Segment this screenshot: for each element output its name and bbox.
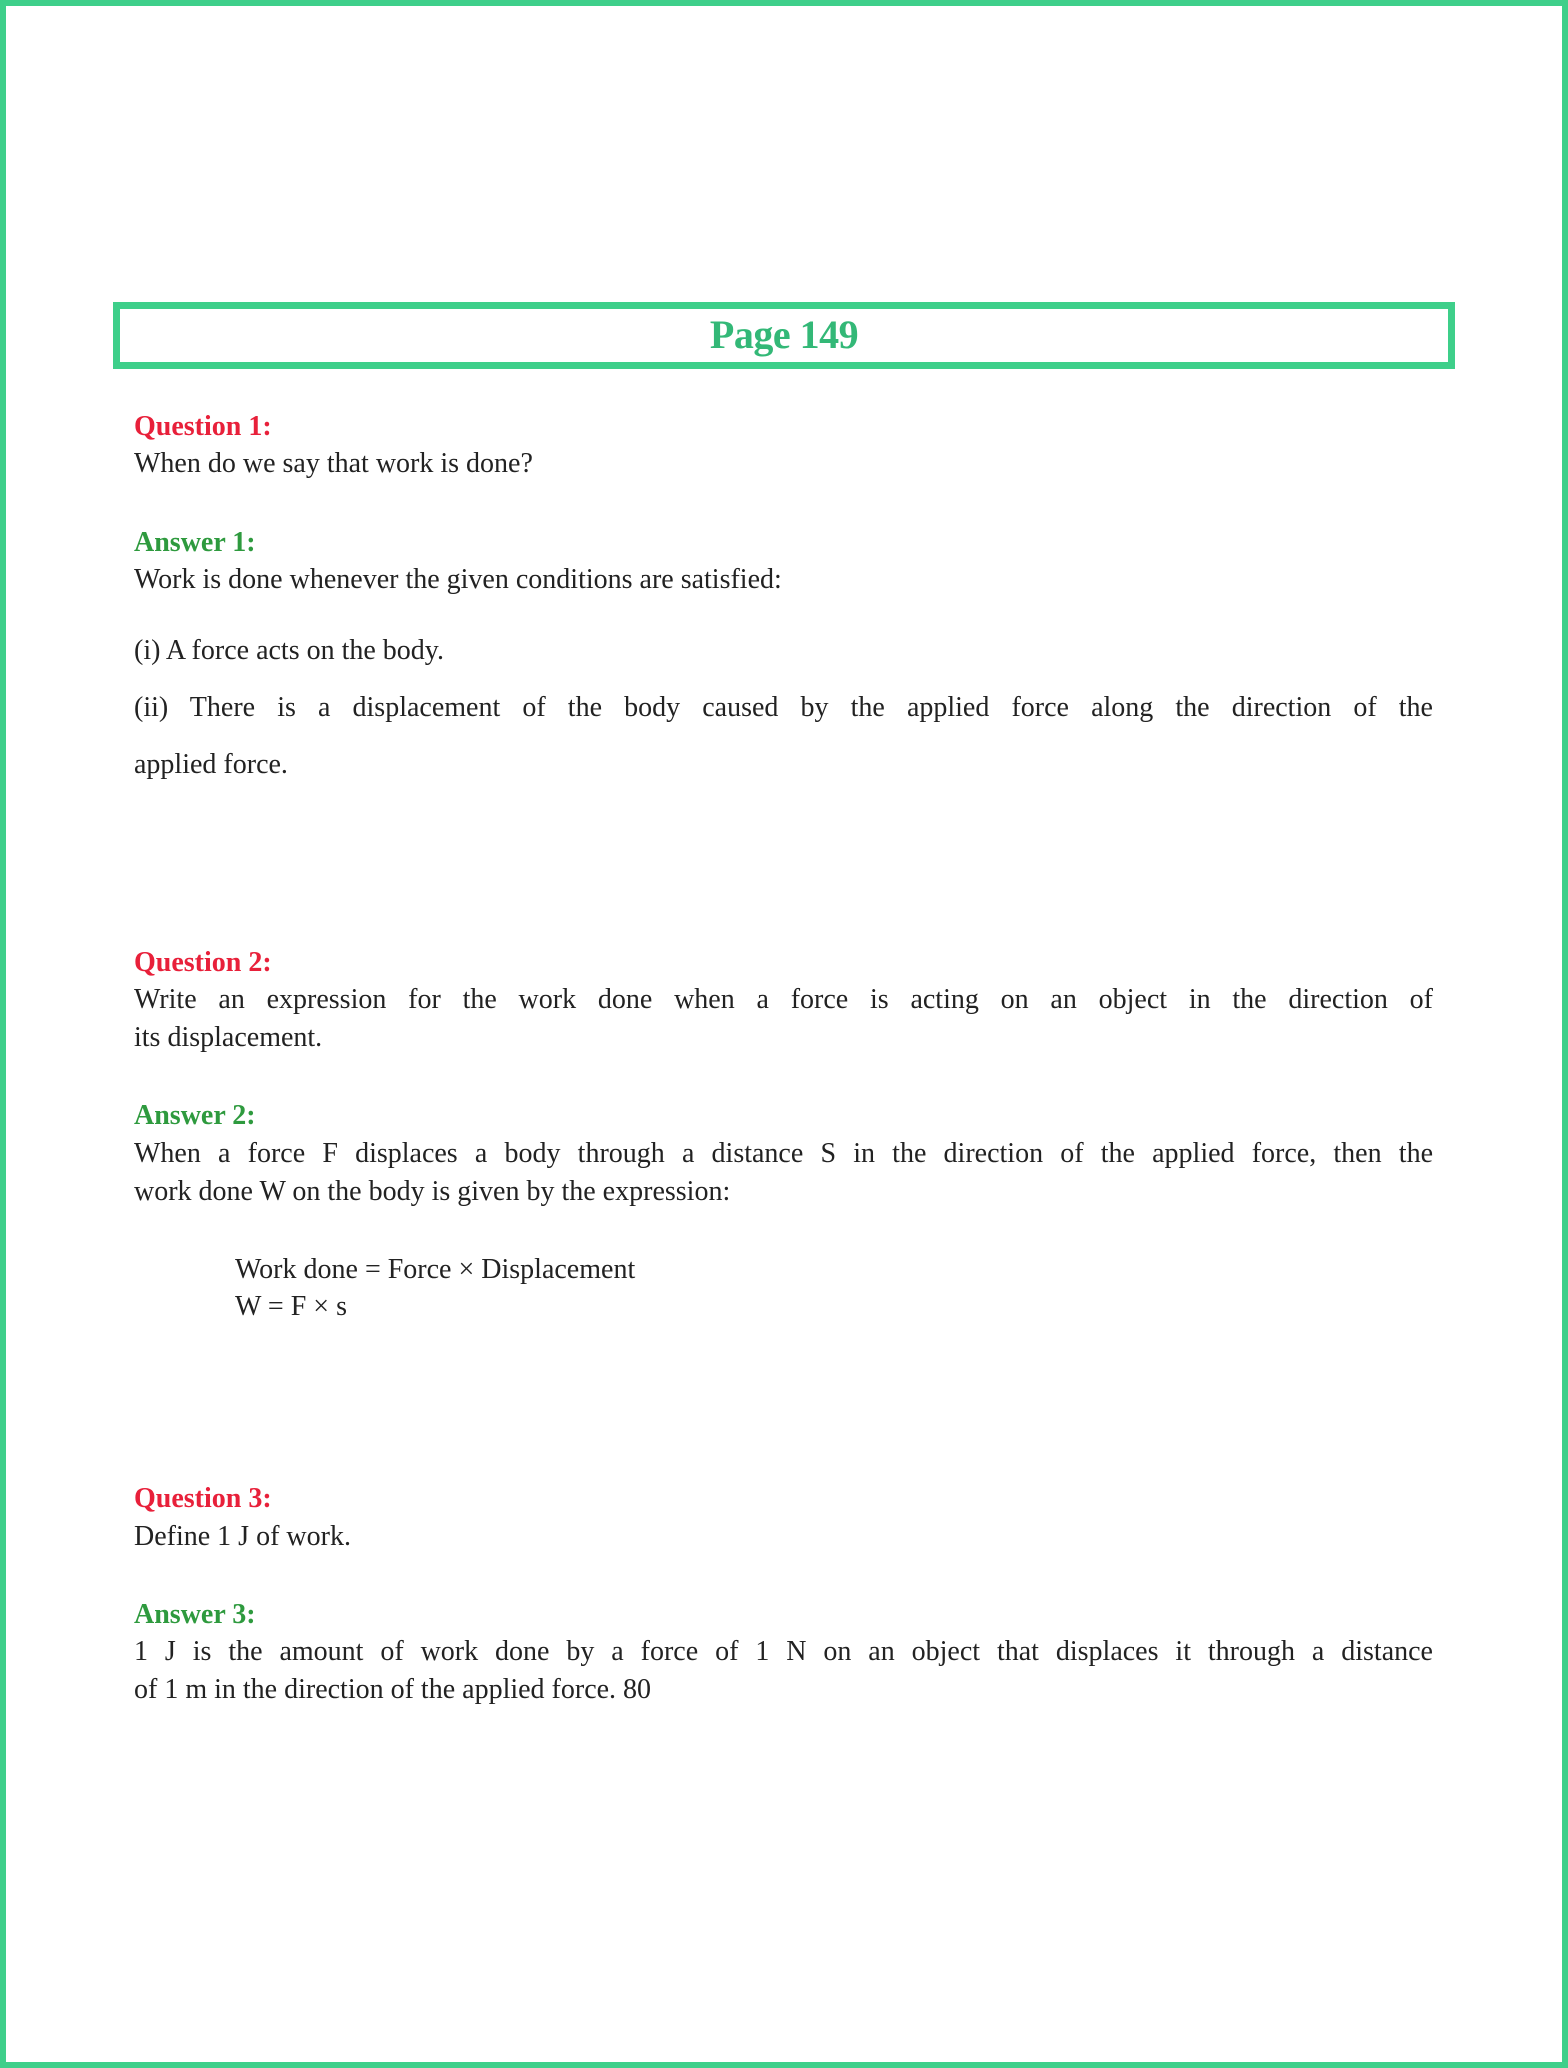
formula-w-equals-fs: W = F × s [235, 1291, 347, 1322]
answer-3-label: Answer 3: [134, 1599, 256, 1630]
question-2-text-line-1: Write an expression for the work done when a force is acting on an object in the direction of [134, 984, 1433, 1015]
answer-1-point-2-cont: applied force. [134, 749, 288, 780]
answer-1-point-1: (i) A force acts on the body. [134, 635, 444, 666]
question-2-text-line-2: its displacement. [134, 1022, 323, 1053]
answer-2-text-line-2: work done W on the body is given by the expression: [134, 1176, 731, 1207]
question-3-text: Define 1 J of work. [134, 1521, 351, 1552]
answer-2-text-line-1: When a force F displaces a body through a distance S in the direction of the applied force, then the [134, 1138, 1433, 1169]
question-3-label: Question 3: [134, 1483, 272, 1514]
question-1-label: Question 1: [134, 411, 272, 442]
question-2-label: Question 2: [134, 947, 272, 978]
answer-1-text: Work is done whenever the given conditions are satisfied: [134, 564, 782, 595]
page-header-box [113, 302, 1455, 369]
answer-1-label: Answer 1: [134, 527, 256, 558]
answer-3-text-line-1: 1 J is the amount of work done by a force of 1 N on an object that displaces it through a distance [134, 1636, 1433, 1667]
answer-1-point-2: (ii) There is a displacement of the body caused by the applied force along the direction of the [134, 692, 1433, 723]
page-title: Page 149 [709, 311, 859, 357]
question-1-text: When do we say that work is done? [134, 448, 533, 479]
answer-2-label: Answer 2: [134, 1100, 256, 1131]
formula-work-done: Work done = Force × Displacement [235, 1254, 636, 1285]
answer-3-text-line-2: of 1 m in the direction of the applied force. 80 [134, 1674, 652, 1705]
